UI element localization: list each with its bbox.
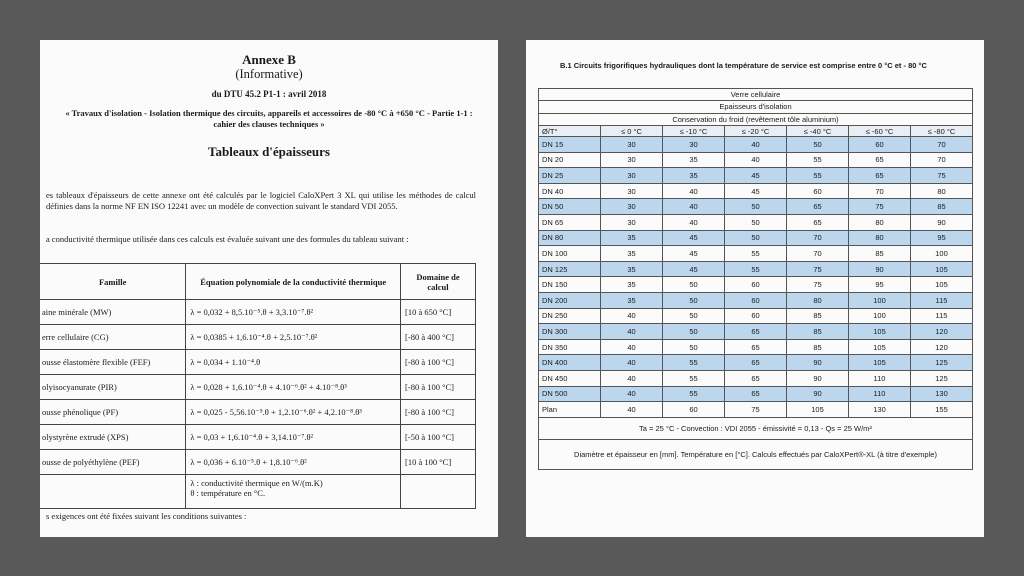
table-row <box>539 183 973 199</box>
thickness-cell: 90 <box>787 370 849 386</box>
equation-cell: λ = 0,025 - 5,56.10⁻⁵.θ + 1,2.10⁻⁶.θ² + 4,2.10⁻⁸.θ³ <box>186 400 401 425</box>
table-row <box>539 402 973 418</box>
thickness-cell: 75 <box>787 261 849 277</box>
left-document-page <box>40 40 498 537</box>
thickness-cell: 80 <box>849 230 911 246</box>
header-equation: Équation polynomiale de la conductivité thermique <box>186 264 401 300</box>
thickness-cell: 35 <box>601 292 663 308</box>
thickness-cell: 50 <box>663 292 725 308</box>
requirements-paragraph: s exigences ont été fixées suivant les conditions suivantes : <box>46 511 247 521</box>
diameter-cell: DN 25 <box>539 168 601 184</box>
thickness-cell: 60 <box>725 277 787 293</box>
thickness-cell: 35 <box>601 246 663 262</box>
diameter-cell: DN 200 <box>539 292 601 308</box>
thickness-cell: 65 <box>725 386 787 402</box>
famille-cell: erre cellulaire (CG) <box>40 325 186 350</box>
diameter-cell: DN 15 <box>539 137 601 153</box>
formula-row <box>40 450 476 475</box>
diameter-cell: DN 250 <box>539 308 601 324</box>
thickness-cell: 75 <box>787 277 849 293</box>
thickness-cell: 55 <box>787 152 849 168</box>
thickness-cell: 70 <box>849 183 911 199</box>
thickness-cell: 55 <box>787 168 849 184</box>
thickness-cell: 65 <box>725 324 787 340</box>
table-row <box>539 199 973 215</box>
thickness-cell: 85 <box>787 324 849 340</box>
thickness-cell: 105 <box>849 355 911 371</box>
famille-cell: aine minérale (MW) <box>40 300 186 325</box>
thickness-cell: 90 <box>787 355 849 371</box>
thickness-cell: 105 <box>911 261 973 277</box>
table-row <box>539 214 973 230</box>
diameter-cell: DN 80 <box>539 230 601 246</box>
column-header: ≤ -10 °C <box>663 126 725 137</box>
thickness-cell: 80 <box>849 214 911 230</box>
thickness-cell: 30 <box>601 137 663 153</box>
domaine-cell: [-80 à 100 °C] <box>401 375 476 400</box>
legend-lambda: λ : conductivité thermique en W/(m.K) <box>190 478 323 488</box>
thickness-cell: 50 <box>663 324 725 340</box>
thickness-cell: 40 <box>601 386 663 402</box>
section-title: Tableaux d'épaisseurs <box>208 144 330 159</box>
thickness-cell: 120 <box>911 324 973 340</box>
equation-cell: λ = 0,034 + 1.10⁻⁴.θ <box>186 350 401 375</box>
thickness-cell: 65 <box>787 214 849 230</box>
domaine-cell: [-80 à 100 °C] <box>401 350 476 375</box>
thickness-cell: 40 <box>663 199 725 215</box>
formula-row <box>40 400 476 425</box>
thickness-cell: 105 <box>787 402 849 418</box>
column-header: ≤ 0 °C <box>601 126 663 137</box>
table-top-spacer <box>539 80 973 88</box>
thickness-cell: 75 <box>849 199 911 215</box>
thickness-cell: 70 <box>911 152 973 168</box>
thickness-cell: 45 <box>663 246 725 262</box>
thickness-cell: 95 <box>911 230 973 246</box>
table-row <box>539 137 973 153</box>
diameter-cell: DN 500 <box>539 386 601 402</box>
thickness-cell: 35 <box>663 168 725 184</box>
table-row <box>539 339 973 355</box>
thickness-cell: 50 <box>663 308 725 324</box>
thickness-cell: 55 <box>663 355 725 371</box>
conditions-footer: Ta = 25 °C - Convection : VDI 2055 - émissivité = 0,13 - Qs = 25 W/m² <box>539 417 973 439</box>
thickness-cell: 80 <box>787 292 849 308</box>
thickness-cell: 35 <box>663 152 725 168</box>
thickness-cell: 55 <box>725 261 787 277</box>
conductivity-paragraph: a conductivité thermique utilisée dans ces calculs est évaluée suivant une des formules du tableau suivant : <box>46 234 409 244</box>
thickness-cell: 125 <box>911 370 973 386</box>
thickness-header: Epaisseurs d'isolation <box>539 101 973 114</box>
table-row <box>539 168 973 184</box>
famille-cell: olystyrène extrudé (XPS) <box>40 425 186 450</box>
thickness-cell: 60 <box>787 183 849 199</box>
thickness-cell: 75 <box>725 402 787 418</box>
thickness-cell: 65 <box>787 199 849 215</box>
thickness-cell: 70 <box>787 246 849 262</box>
formula-row <box>40 300 476 325</box>
table-section-title: B.1 Circuits frigorifiques hydrauliques dont la température de service est comprise entre 0 °C et - 80 °C <box>560 61 927 70</box>
thickness-cell: 45 <box>725 183 787 199</box>
thickness-cell: 90 <box>787 386 849 402</box>
table-row <box>539 355 973 371</box>
thickness-cell: 40 <box>663 214 725 230</box>
thickness-cell: 130 <box>849 402 911 418</box>
domaine-cell: [10 à 100 °C] <box>401 450 476 475</box>
thickness-cell: 60 <box>725 292 787 308</box>
thickness-cell: 35 <box>601 230 663 246</box>
material-header: Verre cellulaire <box>539 88 973 101</box>
thickness-cell: 30 <box>601 214 663 230</box>
table-row <box>539 370 973 386</box>
thickness-cell: 40 <box>601 355 663 371</box>
table-row <box>539 152 973 168</box>
domaine-cell: [-50 à 100 °C] <box>401 425 476 450</box>
diameter-cell: DN 350 <box>539 339 601 355</box>
column-header-row <box>539 126 973 137</box>
table-row <box>539 261 973 277</box>
thickness-cell: 55 <box>725 246 787 262</box>
table-row <box>539 246 973 262</box>
thickness-cell: 105 <box>911 277 973 293</box>
thickness-cell: 85 <box>787 308 849 324</box>
document-full-title: « Travaux d'isolation - Isolation thermique des circuits, appareils et accessoires de -80 °C à +650 °C - Partie 1-1 : cahier des clauses techniques » <box>65 108 473 129</box>
insulation-thickness-table <box>538 80 973 470</box>
thickness-cell: 120 <box>911 339 973 355</box>
thickness-cell: 50 <box>663 339 725 355</box>
equation-cell: λ = 0,036 + 6.10⁻⁵.θ + 1,8.10⁻⁶.θ² <box>186 450 401 475</box>
equation-cell: λ = 0,028 + 1,6.10⁻⁴.θ + 4.10⁻⁶.θ² + 4.10⁻⁸.θ³ <box>186 375 401 400</box>
diameter-cell: DN 125 <box>539 261 601 277</box>
thickness-cell: 50 <box>663 277 725 293</box>
annex-subtitle: (Informative) <box>235 67 303 81</box>
table-row <box>539 230 973 246</box>
thickness-cell: 50 <box>725 230 787 246</box>
legend-theta: θ : température en °C. <box>190 488 266 498</box>
thickness-cell: 155 <box>911 402 973 418</box>
famille-cell: olyisocyanurate (PIR) <box>40 375 186 400</box>
domaine-cell: [-80 à 100 °C] <box>401 400 476 425</box>
thickness-cell: 110 <box>849 370 911 386</box>
legend-empty-cell <box>40 475 186 509</box>
formula-row <box>40 350 476 375</box>
thickness-cell: 65 <box>849 152 911 168</box>
thickness-cell: 40 <box>601 402 663 418</box>
thickness-cell: 55 <box>663 370 725 386</box>
column-header: Ø/T° <box>539 126 601 137</box>
thickness-cell: 40 <box>725 152 787 168</box>
intro-paragraph: es tableaux d'épaisseurs de cette annexe ont été calculés par le logiciel CaloXPert 3 XL qui utilise les méthodes de calcul définies dans la norme NF EN ISO 12241 avec un modèle de convection suivant le standard VDI 2055. <box>46 190 476 211</box>
thickness-cell: 50 <box>725 214 787 230</box>
thickness-cell: 105 <box>849 324 911 340</box>
column-header: ≤ -60 °C <box>849 126 911 137</box>
equation-cell: λ = 0,032 + 8,5.10⁻⁵.θ + 3,3.10⁻⁷.θ² <box>186 300 401 325</box>
famille-cell: ousse élastomère flexible (FEF) <box>40 350 186 375</box>
thickness-cell: 100 <box>849 292 911 308</box>
thickness-cell: 60 <box>663 402 725 418</box>
diameter-cell: DN 400 <box>539 355 601 371</box>
diameter-cell: DN 20 <box>539 152 601 168</box>
diameter-cell: DN 100 <box>539 246 601 262</box>
thickness-cell: 90 <box>849 261 911 277</box>
thickness-cell: 45 <box>663 261 725 277</box>
thickness-cell: 45 <box>725 168 787 184</box>
domaine-cell: [10 à 650 °C] <box>401 300 476 325</box>
thickness-cell: 35 <box>601 277 663 293</box>
equation-cell: λ = 0,0385 + 1,6.10⁻⁴.θ + 2,5.10⁻⁷.θ² <box>186 325 401 350</box>
diameter-cell: DN 150 <box>539 277 601 293</box>
domaine-cell: [-80 à 400 °C] <box>401 325 476 350</box>
thickness-cell: 40 <box>601 308 663 324</box>
famille-cell: ousse phénolique (PF) <box>40 400 186 425</box>
thickness-cell: 125 <box>911 355 973 371</box>
equation-cell: λ = 0,03 + 1,6.10⁻⁴.θ + 3,14.10⁻⁷.θ² <box>186 425 401 450</box>
thickness-cell: 30 <box>601 199 663 215</box>
column-header: ≤ -40 °C <box>787 126 849 137</box>
thickness-cell: 70 <box>911 137 973 153</box>
right-document-page <box>526 40 984 537</box>
thickness-cell: 45 <box>663 230 725 246</box>
header-famille: Famille <box>40 264 186 300</box>
thickness-cell: 65 <box>725 355 787 371</box>
thickness-cell: 100 <box>849 308 911 324</box>
thickness-cell: 40 <box>601 370 663 386</box>
diameter-cell: DN 40 <box>539 183 601 199</box>
thickness-cell: 30 <box>601 168 663 184</box>
formula-row <box>40 325 476 350</box>
thickness-cell: 30 <box>601 152 663 168</box>
table-row <box>539 386 973 402</box>
formula-row <box>40 425 476 450</box>
thickness-cell: 40 <box>601 339 663 355</box>
formula-row <box>40 375 476 400</box>
table-row <box>539 277 973 293</box>
thickness-cell: 115 <box>911 292 973 308</box>
diameter-cell: DN 50 <box>539 199 601 215</box>
thickness-cell: 65 <box>725 370 787 386</box>
legend-cell <box>186 475 401 509</box>
column-header: ≤ -20 °C <box>725 126 787 137</box>
diameter-cell: Plan <box>539 402 601 418</box>
dtu-reference: du DTU 45.2 P1-1 : avril 2018 <box>211 89 327 99</box>
column-header: ≤ -80 °C <box>911 126 973 137</box>
calculation-note-footer: Diamètre et épaisseur en [mm]. Température en [°C]. Calculs effectués par CaloXPert®-XL (à titre d'exemple) <box>539 439 973 469</box>
thickness-cell: 65 <box>725 339 787 355</box>
table-row <box>539 324 973 340</box>
thickness-cell: 110 <box>849 386 911 402</box>
table-row <box>539 292 973 308</box>
thickness-cell: 40 <box>725 137 787 153</box>
thickness-cell: 50 <box>725 199 787 215</box>
thickness-cell: 70 <box>787 230 849 246</box>
annex-title: Annexe B <box>242 52 296 67</box>
header-domaine: Domaine de calcul <box>401 264 476 300</box>
formula-table-header-row <box>40 264 476 300</box>
thickness-cell: 90 <box>911 214 973 230</box>
thickness-cell: 85 <box>911 199 973 215</box>
thickness-cell: 130 <box>911 386 973 402</box>
famille-cell: ousse de polyéthylène (PEF) <box>40 450 186 475</box>
thickness-cell: 80 <box>911 183 973 199</box>
thickness-cell: 85 <box>787 339 849 355</box>
thickness-cell: 35 <box>601 261 663 277</box>
conservation-header: Conservation du froid (revêtement tôle aluminium) <box>539 113 973 126</box>
thickness-cell: 60 <box>849 137 911 153</box>
thickness-cell: 85 <box>849 246 911 262</box>
diameter-cell: DN 65 <box>539 214 601 230</box>
thickness-cell: 95 <box>849 277 911 293</box>
diameter-cell: DN 300 <box>539 324 601 340</box>
thickness-cell: 60 <box>725 308 787 324</box>
thickness-cell: 75 <box>911 168 973 184</box>
thickness-cell: 100 <box>911 246 973 262</box>
thickness-cell: 30 <box>601 183 663 199</box>
thickness-cell: 50 <box>787 137 849 153</box>
conductivity-formula-table <box>40 263 476 509</box>
table-row <box>539 308 973 324</box>
legend-empty-cell <box>401 475 476 509</box>
thickness-cell: 40 <box>601 324 663 340</box>
thickness-cell: 40 <box>663 183 725 199</box>
thickness-cell: 55 <box>663 386 725 402</box>
thickness-cell: 105 <box>849 339 911 355</box>
formula-legend-row <box>40 475 476 509</box>
thickness-cell: 65 <box>849 168 911 184</box>
diameter-cell: DN 450 <box>539 370 601 386</box>
thickness-cell: 30 <box>663 137 725 153</box>
thickness-cell: 115 <box>911 308 973 324</box>
